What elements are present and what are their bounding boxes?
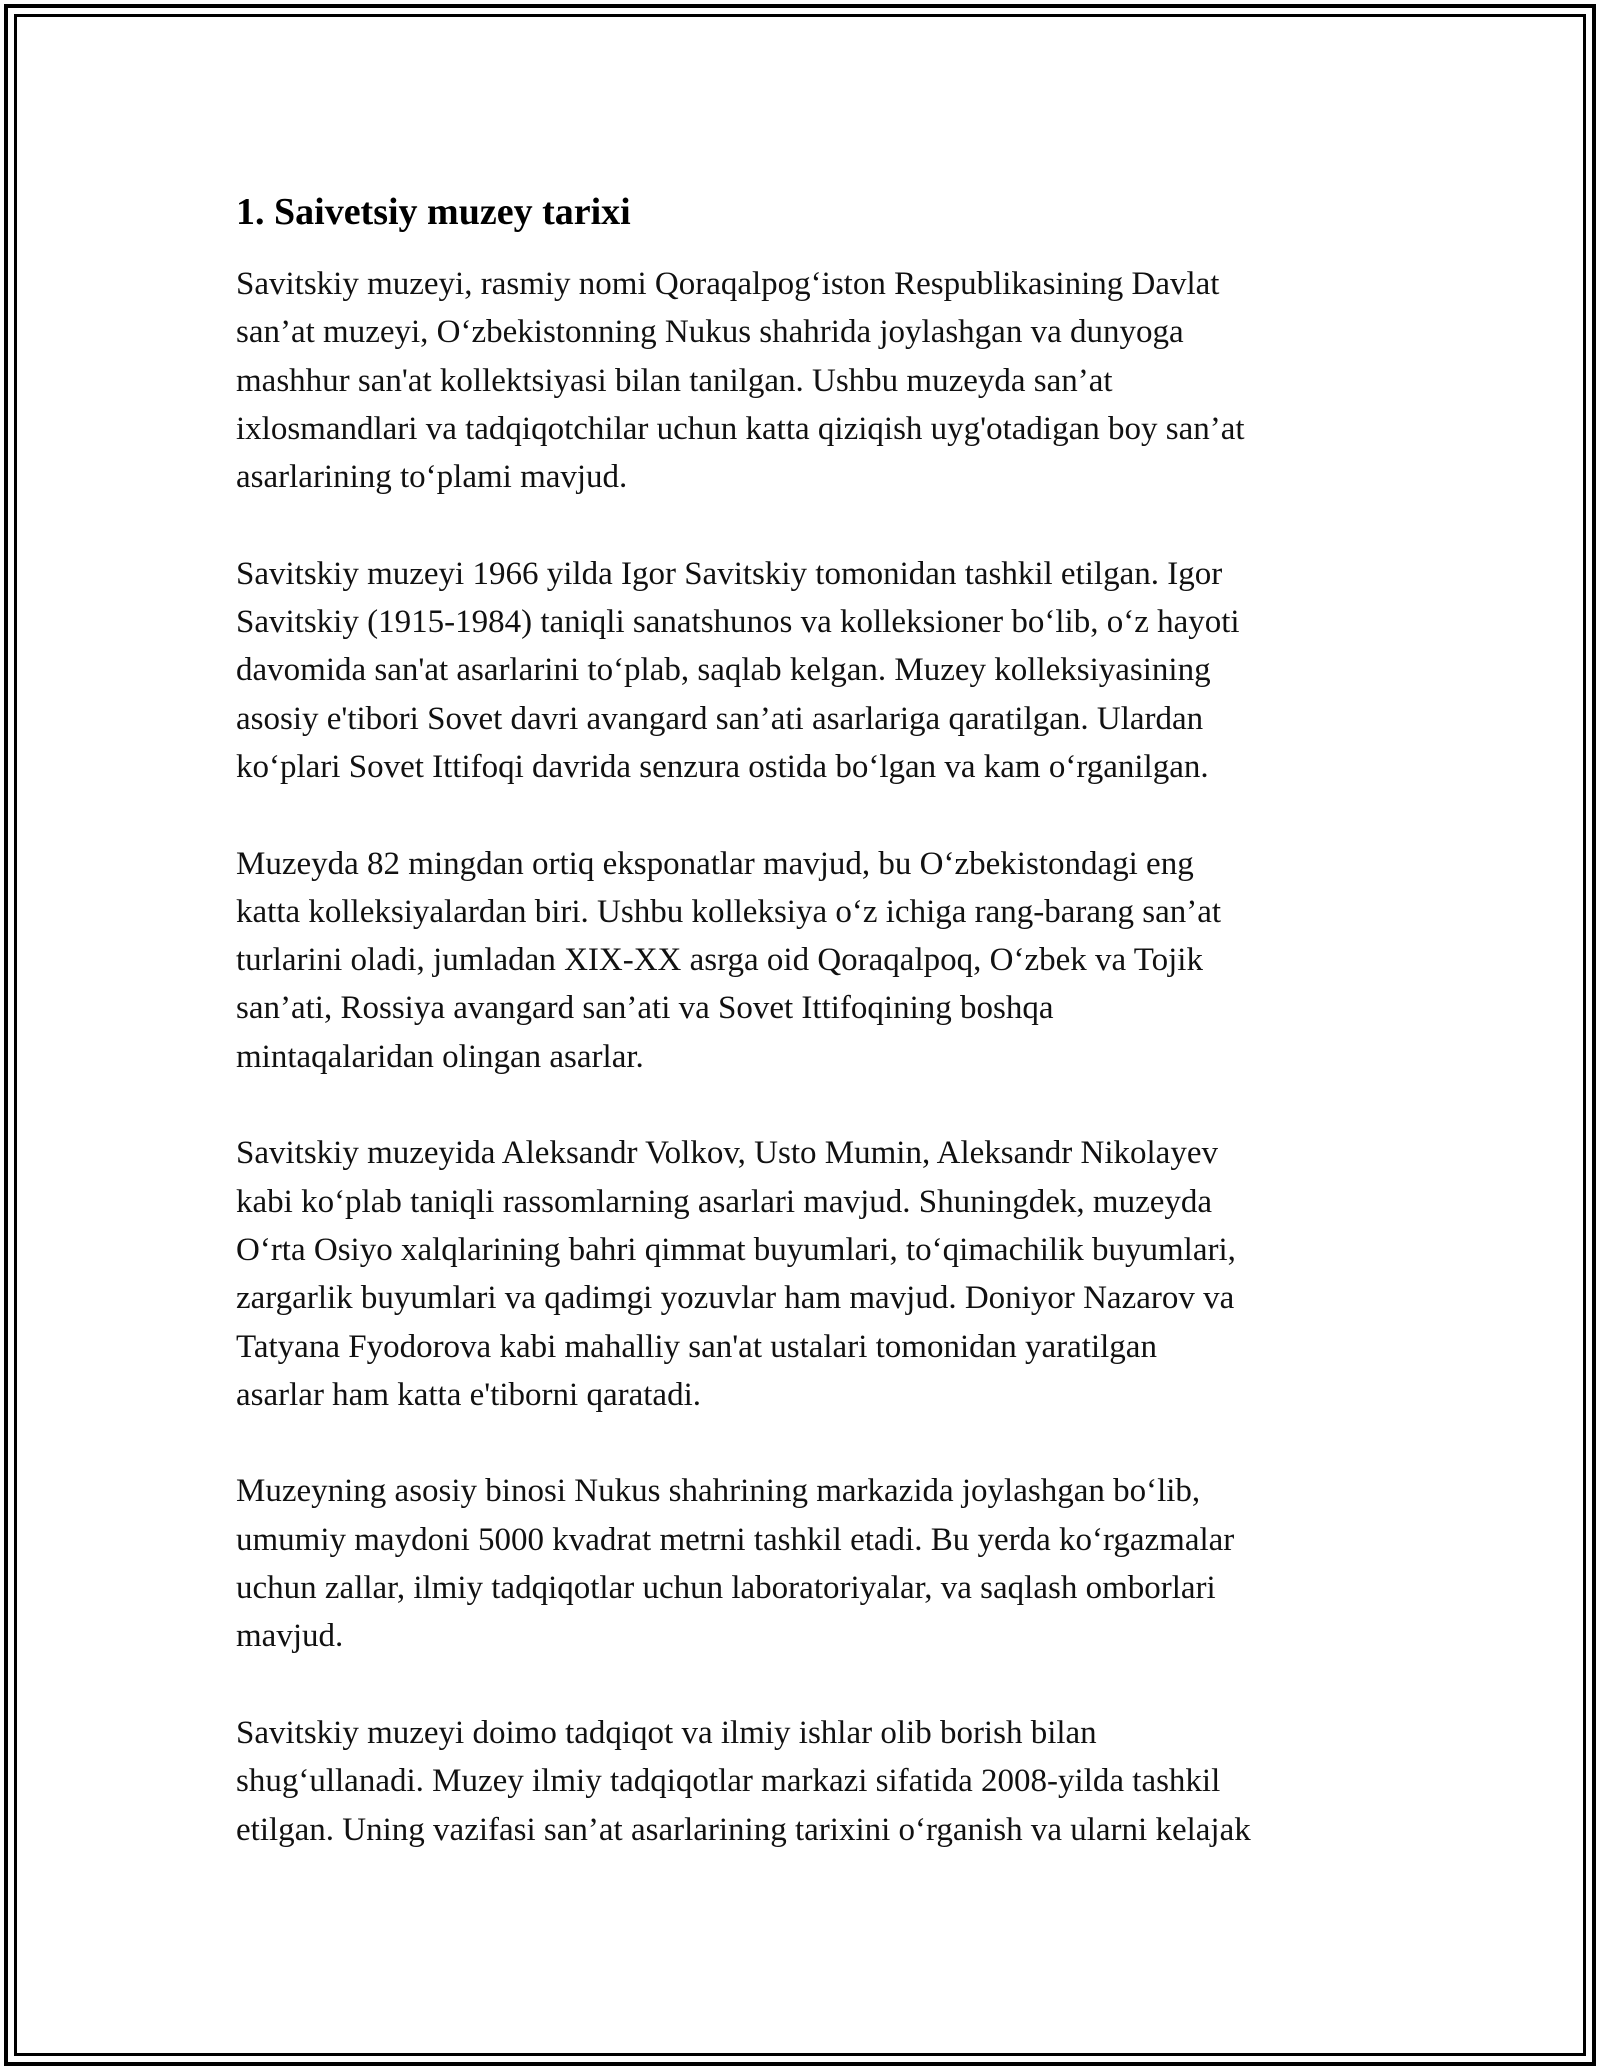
text-line: turlarini oladi, jumladan XIX-XX asrga oid Qoraqalpoq, O‘zbek va Tojik <box>236 942 1203 979</box>
text-line: asarlar ham katta e'tiborni qaratadi. <box>236 1376 701 1413</box>
text-line: san’at muzeyi, O‘zbekistonning Nukus shahrida joylashgan va dunyoga <box>236 314 1184 351</box>
paragraph-5 <box>236 1467 1376 1660</box>
paragraph-2 <box>236 550 1376 791</box>
text-line: mashhur san'at kollektsiyasi bilan tanilgan. Ushbu muzeyda san’at <box>236 362 1113 399</box>
text-line: mintaqalaridan olingan asarlar. <box>236 1038 644 1075</box>
text-line: kabi ko‘plab taniqli rassomlarning asarlari mavjud. Shuningdek, muzeyda <box>236 1183 1213 1220</box>
text-line: Savitskiy muzeyida Aleksandr Volkov, Usto Mumin, Aleksandr Nikolayev <box>236 1135 1218 1172</box>
text-line: katta kolleksiyalardan biri. Ushbu kolleksiya o‘z ichiga rang-barang san’at <box>236 893 1222 930</box>
paragraph-4 <box>236 1129 1376 1419</box>
text-line: O‘rta Osiyo xalqlarining bahri qimmat buyumlari, to‘qimachilik buyumlari, <box>236 1231 1236 1268</box>
text-line: asarlarining to‘plami mavjud. <box>236 459 628 496</box>
text-line: etilgan. Uning vazifasi san’at asarlarining tarixini o‘rganish va ularni kelajak <box>236 1811 1251 1848</box>
text-line: ixlosmandlari va tadqiqotchilar uchun katta qiziqish uyg'otadigan boy san’at <box>236 410 1245 447</box>
text-line: davomida san'at asarlarini to‘plab, saqlab kelgan. Muzey kolleksiyasining <box>236 652 1211 689</box>
text-line: zargarlik buyumlari va qadimgi yozuvlar ham mavjud. Doniyor Nazarov va <box>236 1280 1235 1317</box>
text-line: ko‘plari Sovet Ittifoqi davrida senzura ostida bo‘lgan va kam o‘rganilgan. <box>236 748 1209 785</box>
text-line: mavjud. <box>236 1618 344 1655</box>
paragraph-1 <box>236 260 1376 501</box>
section-heading: 1. Saivetsiy muzey tarixi <box>236 191 631 233</box>
text-line: shug‘ullanadi. Muzey ilmiy tadqiqotlar markazi sifatida 2008-yilda tashkil <box>236 1763 1221 1800</box>
text-line: san’ati, Rossiya avangard san’ati va Sovet Ittifoqining boshqa <box>236 990 1054 1027</box>
text-line: umumiy maydoni 5000 kvadrat metrni tashkil etadi. Bu yerda ko‘rgazmalar <box>236 1521 1235 1558</box>
text-line: Muzeyda 82 mingdan ortiq eksponatlar mavjud, bu O‘zbekistondagi eng <box>236 845 1194 882</box>
text-line: Savitskiy muzeyi doimo tadqiqot va ilmiy ishlar olib borish bilan <box>236 1714 1097 1751</box>
text-line: uchun zallar, ilmiy tadqiqotlar uchun laboratoriyalar, va saqlash omborlari <box>236 1570 1216 1607</box>
document-body <box>236 186 1376 1902</box>
text-line: Savitskiy muzeyi 1966 yilda Igor Savitskiy tomonidan tashkil etilgan. Igor <box>236 555 1223 592</box>
paragraph-3 <box>236 840 1376 1081</box>
text-line: Savitskiy muzeyi, rasmiy nomi Qoraqalpog‘iston Respublikasining Davlat <box>236 266 1220 302</box>
text-line: Muzeyning asosiy binosi Nukus shahrining markazida joylashgan bo‘lib, <box>236 1473 1201 1510</box>
paragraph-6 <box>236 1709 1376 1854</box>
text-line: Savitskiy (1915-1984) taniqli sanatshunos va kolleksioner bo‘lib, o‘z hayoti <box>236 604 1240 641</box>
text-line: asosiy e'tibori Sovet davri avangard san’ati asarlariga qaratilgan. Ulardan <box>236 700 1204 737</box>
text-line: Tatyana Fyodorova kabi mahalliy san'at ustalari tomonidan yaratilgan <box>236 1328 1157 1365</box>
